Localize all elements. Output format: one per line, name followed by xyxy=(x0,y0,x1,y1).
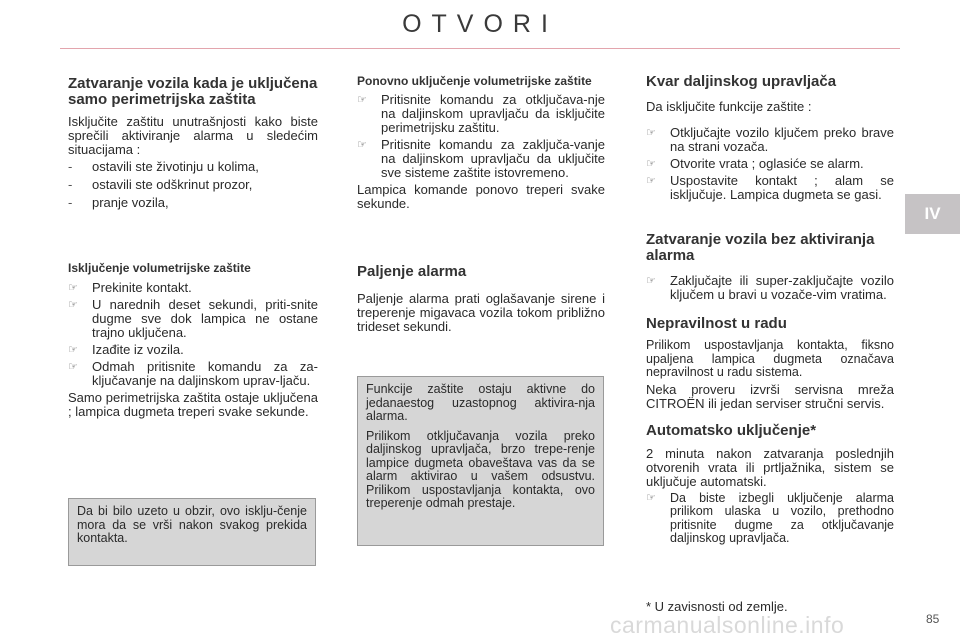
note-text: Funkcije zaštite ostaju aktivne do jedanaestog uzastopnog aktivira-nja alarma. xyxy=(366,382,595,423)
paragraph: Samo perimetrijska zaštita ostaje uključena ; lampica dugmeta treperi svake sekunde. xyxy=(68,390,318,419)
pointing-hand-icon: ☞ xyxy=(68,361,78,373)
list-item: ☞ U narednih deset sekundi, priti-snite dugme sve dok lampica ne ostane trajno uključena. xyxy=(68,297,318,340)
watermark: carmanualsonline.info xyxy=(610,612,845,638)
paragraph: Neka proveru izvrši servisna mreža CITROËN ili jedan serviser stručni servis. xyxy=(646,381,894,411)
pointing-hand-icon: ☞ xyxy=(357,139,367,151)
list-item: ☞ Otključajte vozilo ključem preko brave na strani vozača. xyxy=(646,125,894,154)
section-heading: Zatvaranje vozila kada je uključena samo perimetrijska zaštita xyxy=(68,75,318,108)
section-heading: Kvar daljinskog upravljača xyxy=(646,73,837,90)
list-item: - ostavili ste odškrinut prozor, xyxy=(68,177,253,192)
list-item: ☞ Otvorite vrata ; oglasiće se alarm. xyxy=(646,156,864,171)
list-item: - ostavili ste životinju u kolima, xyxy=(68,159,259,174)
column-right xyxy=(646,74,894,549)
paragraph: Da isključite funkcije zaštite : xyxy=(646,99,812,114)
list-item: ☞ Da biste izbegli uključenje alarma prilikom ulaska u vozilo, prethodno pritisnite dugme za otključavanje daljinskog upravljača. xyxy=(646,490,894,545)
pointing-hand-icon: ☞ xyxy=(646,127,656,139)
paragraph: Prilikom uspostavljanja kontakta, fiksno upaljena lampica dugmeta označava nepravilnost u radu sistema. xyxy=(646,338,894,379)
bullet-list xyxy=(646,126,894,202)
list-item: ☞ Odmah pritisnite komandu za za-ključavanje na daljinskom uprav-ljaču. xyxy=(68,359,318,388)
list-item: ☞ Pritisnite komandu za zaključa-vanje na daljinskom upravljaču da uključite sve sisteme zaštite istovremeno. xyxy=(357,137,605,180)
note-box xyxy=(357,376,604,546)
pointing-hand-icon: ☞ xyxy=(357,94,367,106)
bullet-list xyxy=(68,281,318,388)
section-heading: Nepravilnost u radu xyxy=(646,315,787,332)
dash-list xyxy=(68,160,318,210)
bullet-list xyxy=(357,93,605,180)
sub-heading: Isključenje volumetrijske zaštite xyxy=(68,261,251,275)
column-left xyxy=(68,76,318,419)
list-item: ☞ Uspostavite kontakt ; alam se isključuje. Lampica dugmeta se gasi. xyxy=(646,173,894,202)
note-text: Prilikom otključavanja vozila preko daljinskog upravljača, brzo trepe-renje lampice dugmeta obaveštava vas da se alarm aktivirao u vašem odsustvu. Prilikom uspostavljanja kontakta, ovo treperenje odmah prestaje. xyxy=(366,428,595,510)
pointing-hand-icon: ☞ xyxy=(68,282,78,294)
pointing-hand-icon: ☞ xyxy=(646,175,656,187)
pointing-hand-icon: ☞ xyxy=(646,275,656,287)
paragraph: 2 minuta nakon zatvaranja poslednjih otvorenih vrata ili prtljažnika, sistem se uključuje automatski. xyxy=(646,445,894,489)
pointing-hand-icon: ☞ xyxy=(68,299,78,311)
paragraph: Lampica komande ponovo treperi svake sekunde. xyxy=(357,182,605,211)
column-middle xyxy=(357,75,605,334)
note-box xyxy=(68,498,316,566)
header-divider xyxy=(60,48,900,49)
section-heading: Paljenje alarma xyxy=(357,263,467,280)
list-item: ☞ Pritisnite komandu za otključava-nje na daljinskom upravljaču da isključite perimetrijsku zaštitu. xyxy=(357,92,605,135)
bullet-list xyxy=(646,274,894,302)
page-number: 85 xyxy=(926,612,940,626)
pointing-hand-icon: ☞ xyxy=(646,491,656,504)
list-item: ☞ Zaključajte ili super-zaključajte vozilo ključem u bravi u vozače-vim vratima. xyxy=(646,273,894,302)
page-title: OTVORI xyxy=(402,10,558,38)
paragraph: Paljenje alarma prati oglašavanje sirene i treperenje migavaca vozila tokom približno trideset sekundi. xyxy=(357,291,605,334)
pointing-hand-icon: ☞ xyxy=(646,158,656,170)
list-item: - pranje vozila, xyxy=(68,195,169,210)
footnote: * U zavisnosti od zemlje. xyxy=(646,599,788,614)
section-heading: Automatsko uključenje* xyxy=(646,421,817,439)
section-heading: Zatvaranje vozila bez aktiviranja alarma xyxy=(646,231,875,264)
list-item: ☞ Prekinite kontakt. xyxy=(68,280,192,295)
bullet-list xyxy=(646,492,894,546)
paragraph: Isključite zaštitu unutrašnjosti kako biste sprečili aktiviranje alarma u sledećim situacijama : xyxy=(68,114,318,157)
pointing-hand-icon: ☞ xyxy=(68,344,78,356)
note-text: Da bi bilo uzeto u obzir, ovo isklju-čenje mora da se vrši nakon svakog prekida kontakta. xyxy=(77,504,307,545)
list-item: ☞ Izađite iz vozila. xyxy=(68,342,184,357)
sub-heading: Ponovno uključenje volumetrijske zaštite xyxy=(357,74,592,88)
chapter-tab[interactable]: IV xyxy=(905,194,960,234)
